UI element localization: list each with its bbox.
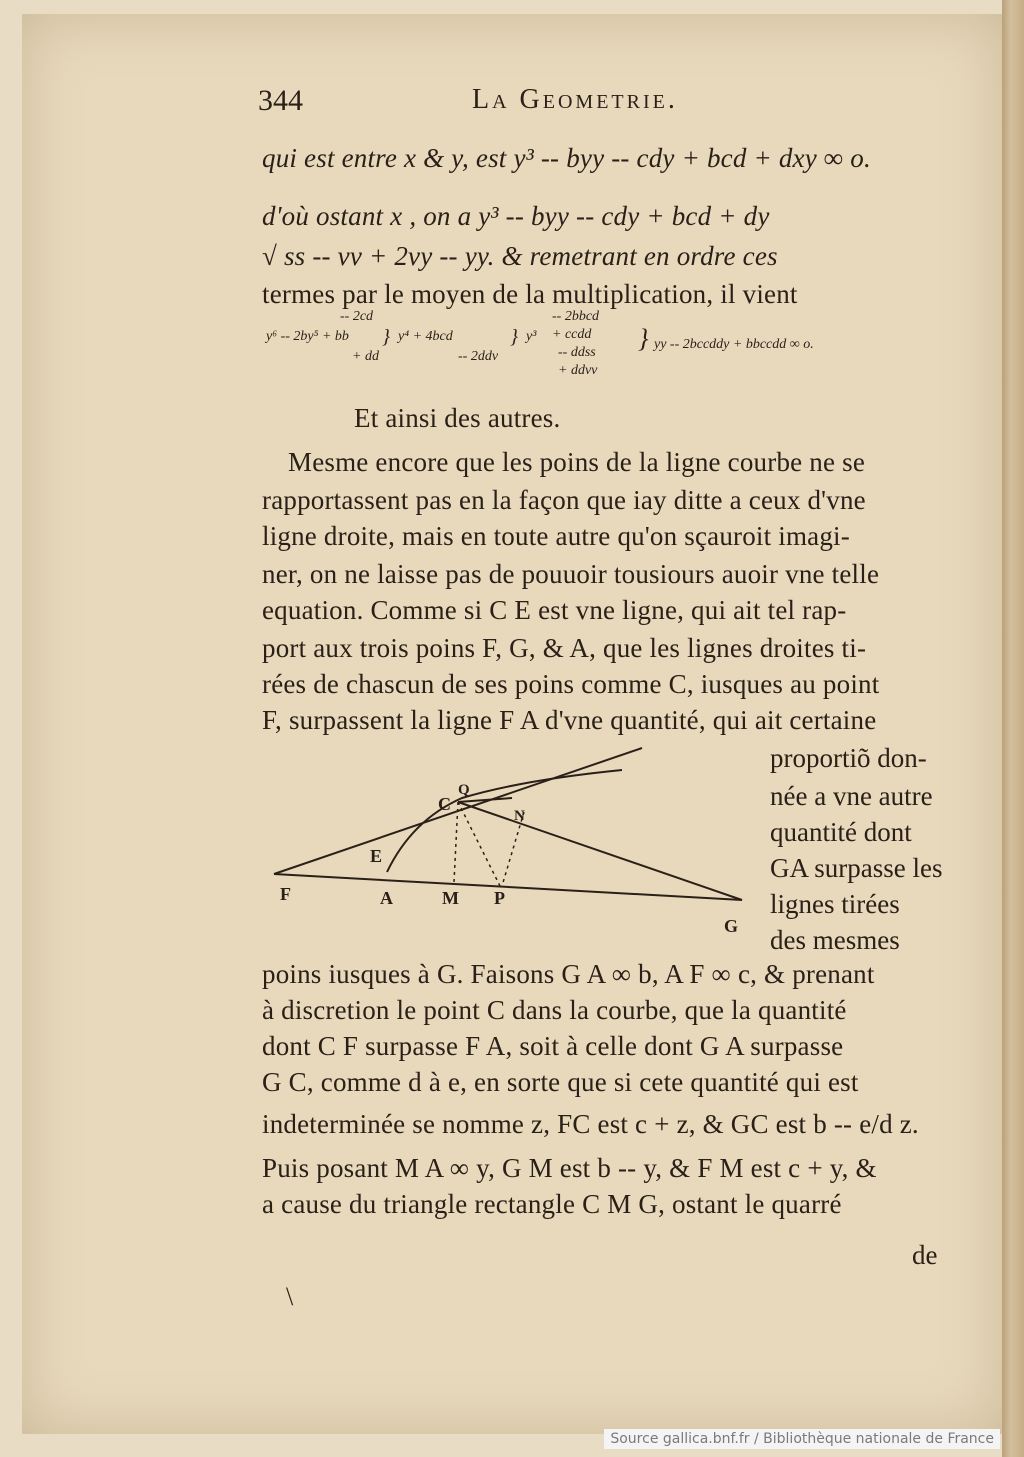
eq-term: -- 2cd: [340, 309, 374, 324]
text-line: proportiõ don-: [770, 743, 927, 773]
label-g: G: [724, 916, 739, 936]
geometric-figure: [262, 740, 762, 940]
eq-term: y³: [526, 329, 537, 344]
eq-term: -- 2ddv: [458, 349, 499, 364]
text-line: lignes tirées: [770, 889, 900, 919]
eq-term: y⁶ -- 2by⁵ + bb: [266, 329, 349, 344]
figure-curve-ce: [387, 770, 622, 872]
eq-term: -- 2bbcd: [552, 309, 600, 324]
text-line: a cause du triangle rectangle C M G, ostant le quarré: [262, 1189, 842, 1219]
text-line: d'où ostant x , on a y³ -- byy -- cdy + bcd + dy: [262, 201, 770, 231]
text-line: quantité dont: [770, 817, 912, 847]
stray-mark: \: [286, 1282, 294, 1311]
text-line: √ ss -- vv + 2vy -- yy. & remetrant en ordre ces: [262, 241, 778, 271]
label-q: Q: [458, 782, 470, 798]
page-number: 344: [258, 84, 303, 117]
text-line: equation. Comme si C E est vne ligne, qui ait tel rap-: [262, 595, 847, 625]
label-e: E: [370, 846, 383, 866]
eq-term: -- ddss: [558, 345, 596, 360]
brace: }: [510, 326, 518, 348]
eq-term: + ccdd: [552, 327, 592, 342]
text-line: qui est entre x & y, est y³ -- byy -- cdy + bcd + dxy ∞ o.: [262, 143, 871, 173]
label-m: M: [442, 888, 459, 908]
source-credit[interactable]: Source gallica.bnf.fr / Bibliothèque nationale de France: [604, 1429, 1000, 1449]
figure-baseline: [274, 874, 742, 900]
eq-term: yy -- 2bccddy + bbccdd ∞ o.: [654, 337, 814, 352]
brace: }: [382, 326, 390, 348]
eq-term: y⁴ + 4bcd: [398, 329, 453, 344]
text-line: Mesme encore que les poins de la ligne courbe ne se: [288, 447, 866, 477]
label-n: N: [514, 808, 525, 824]
page-edge: [1002, 0, 1024, 1457]
label-p: P: [494, 888, 505, 908]
text-line: rées de chascun de ses poins comme C, iusques au point: [262, 669, 880, 699]
text-line: GA surpasse les: [770, 853, 943, 883]
text-line: à discretion le point C dans la courbe, que la quantité: [262, 995, 847, 1025]
label-f: F: [280, 884, 291, 904]
text-line: port aux trois poins F, G, & A, que les lignes droites ti-: [262, 633, 867, 663]
text-line: indeterminée se nomme z, FC est c + z, & GC est b -- e/d z.: [262, 1109, 919, 1139]
brace: }: [638, 324, 649, 353]
text-line: rapportassent pas en la façon que iay ditte a ceux d'vne: [262, 485, 866, 515]
text-line: poins iusques à G. Faisons G A ∞ b, A F ∞ c, & prenant: [262, 959, 875, 989]
text-line: F, surpassent la ligne F A d'vne quantité, qui ait certaine: [262, 705, 877, 735]
running-title: La Geometrie.: [472, 84, 678, 115]
eq-term: + dd: [352, 349, 379, 364]
text-line: dont C F surpasse F A, soit à celle dont G A surpasse: [262, 1031, 844, 1061]
figure-line-cm: [454, 802, 458, 882]
text-line: termes par le moyen de la multiplication, il vient: [262, 279, 798, 309]
catchword: de: [912, 1240, 938, 1270]
text-line: ner, on ne laisse pas de pouuoir tousiours auoir vne telle: [262, 559, 880, 589]
text-line: ligne droite, mais en toute autre qu'on sçauroit imagi-: [262, 521, 850, 551]
text-line: G C, comme d à e, en sorte que si cete quantité qui est: [262, 1067, 859, 1097]
text-line: née a vne autre: [770, 781, 933, 811]
label-c: C: [438, 794, 451, 814]
text-line: des mesmes: [770, 925, 900, 955]
text-line: Puis posant M A ∞ y, G M est b -- y, & F M est c + y, &: [262, 1153, 877, 1183]
text-line: Et ainsi des autres.: [354, 403, 561, 433]
eq-term: + ddvv: [558, 363, 598, 378]
label-a: A: [380, 888, 393, 908]
figure-line-gc: [458, 802, 742, 900]
